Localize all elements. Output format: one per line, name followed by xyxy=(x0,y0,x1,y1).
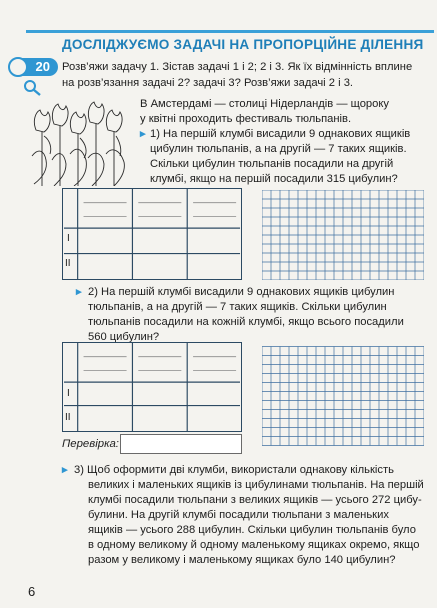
task2-line-1: 2) На першій клумбі висадили 9 однакових ящиків цибулин xyxy=(88,286,395,298)
task1-answer-grid xyxy=(262,190,424,280)
task3-line-3: клумбі посадили тюльпани з великих ящиків — усього 272 цибу- xyxy=(88,494,422,506)
task1-table xyxy=(62,188,242,280)
check-answer-box[interactable] xyxy=(120,434,242,454)
task3-line-5: ящиків — усього 288 цибулин. Скільки цибулин тюльпанів було xyxy=(88,524,416,536)
page-number: 6 xyxy=(28,584,36,599)
task1-line-2: цибулин тюльпанів, а на другій — 7 таких ящиків. xyxy=(150,143,407,155)
tulips-illustration xyxy=(30,100,128,186)
task1-line-3: Скільки цибулин тюльпанів посадили на другій xyxy=(150,158,394,170)
task2-line-3: тюльпанів посадили на кожній клумбі, якщо всього посадили xyxy=(88,316,404,328)
task2-bullet-icon: ▸ xyxy=(76,286,82,298)
task3-line-6: в одному великому й одному маленькому ящиках окремо, якщо xyxy=(88,539,420,551)
context-line-2: у квітні проходить фестиваль тюльпанів. xyxy=(140,113,352,125)
context-line-1: В Амстердамі — столиці Нідерландів — щороку xyxy=(140,98,389,110)
exercise-number-badge: 20 xyxy=(14,58,58,76)
intro-line-2: на розв’язання задачі 2? задачі 3? Розв’яжи задачі 2 і 3. xyxy=(62,77,354,89)
page-title: ДОСЛІДЖУЄМО ЗАДАЧІ НА ПРОПОРЦІЙНЕ ДІЛЕННЯ xyxy=(62,37,424,52)
task1-row-label-1: І xyxy=(67,233,70,244)
header-rule xyxy=(26,30,434,33)
task2-row-label-2: ІІ xyxy=(65,412,71,423)
magnifier-icon xyxy=(22,79,44,97)
task3-line-7: разом у великому і маленькому ящиках було 140 цибулин? xyxy=(88,554,396,566)
task1-line-4: клумбі, якщо на першій посадили 315 цибулин? xyxy=(150,173,398,185)
task3-line-1: 3) Щоб оформити дві клумби, використали однакову кількість xyxy=(74,464,394,476)
intro-line-1: Розв’яжи задачу 1. Зістав задачі 1 і 2; 2 і 3. Як їх відмінність вплине xyxy=(62,61,413,73)
task3-bullet-icon: ▸ xyxy=(62,464,68,476)
task3-line-4: булини. На другій клумбі посадили тюльпани з маленьких xyxy=(88,509,389,521)
task2-answer-grid xyxy=(262,344,424,448)
task2-table xyxy=(62,342,242,432)
task1-row-label-2: ІІ xyxy=(65,258,71,269)
task3-line-2: великих і маленьких ящиків із цибулинами тюльпанів. На першій xyxy=(88,479,424,491)
task2-row-label-1: І xyxy=(67,388,70,399)
task2-line-2: тюльпанів, а на другій — 7 таких ящиків. Скільки цибулин xyxy=(88,301,387,313)
task1-bullet-icon: ▸ xyxy=(140,128,146,140)
task1-line-1: 1) На першій клумбі висадили 9 однакових ящиків xyxy=(150,128,411,140)
check-label: Перевірка: xyxy=(62,438,119,450)
badge-circle-icon xyxy=(8,57,28,77)
task2-line-4: 560 цибулин? xyxy=(88,331,160,343)
